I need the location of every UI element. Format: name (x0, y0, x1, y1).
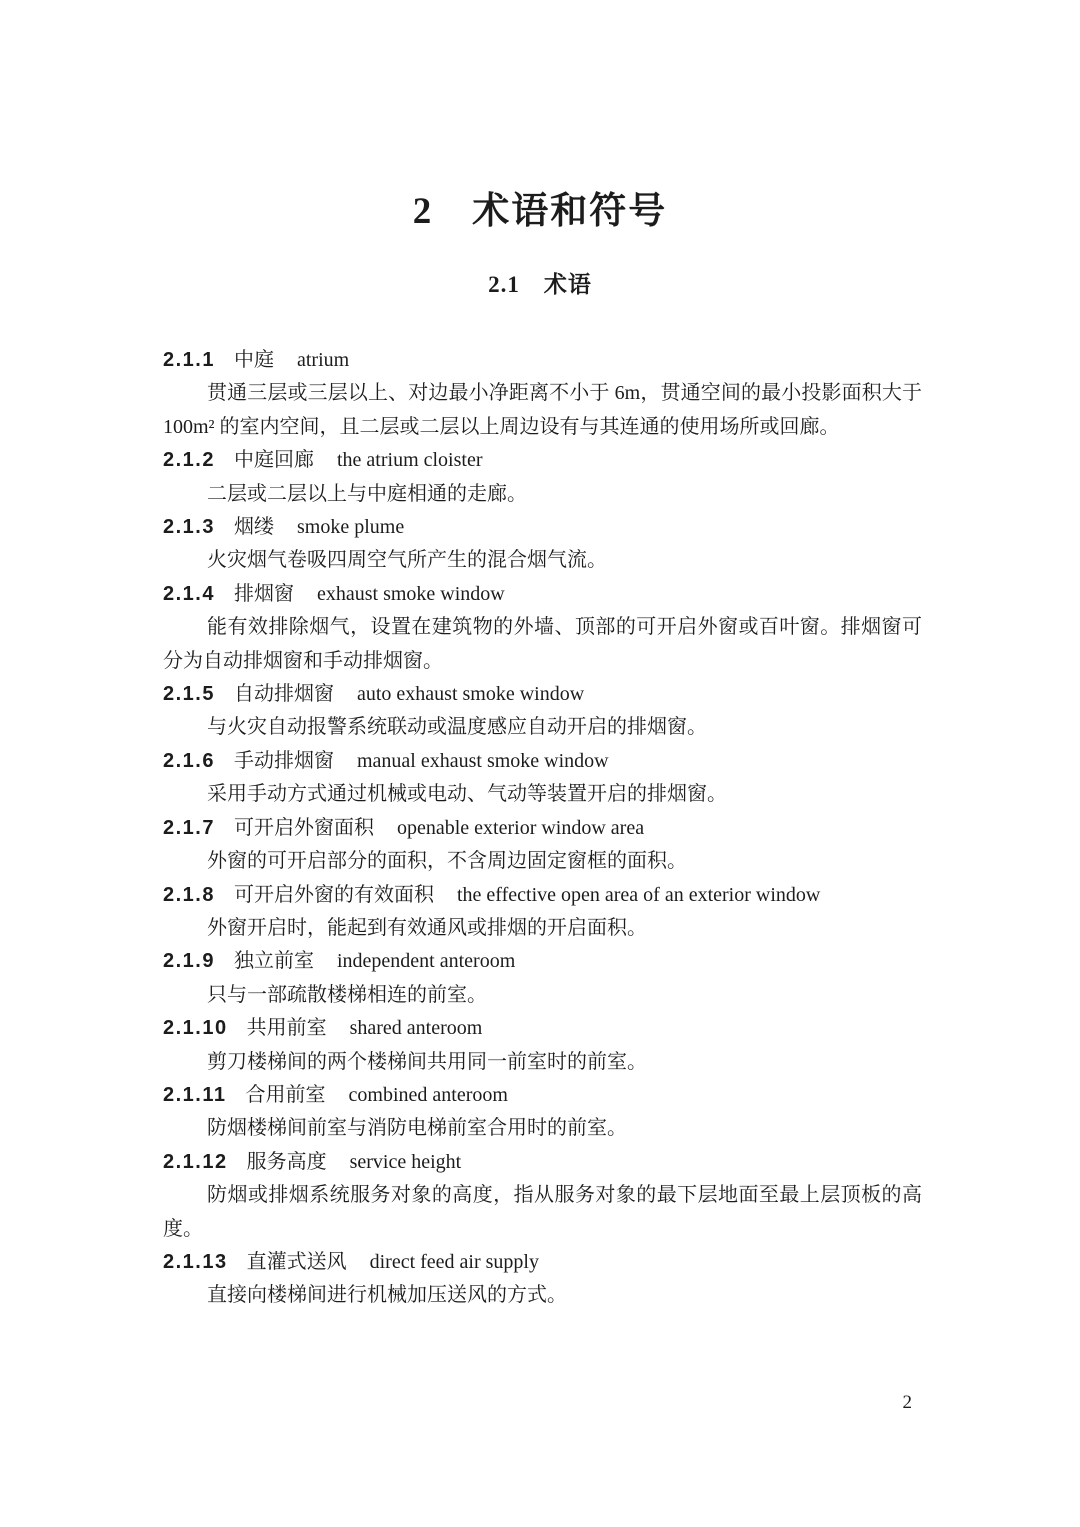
term-entry (163, 745, 922, 812)
page-number: 2 (902, 1392, 912, 1413)
term-name-zh: 可开启外窗的有效面积 (233, 883, 434, 906)
term-name-en: atrium (296, 349, 350, 371)
term-heading (163, 1012, 922, 1045)
term-definitions (163, 711, 922, 744)
term-name-zh: 中庭 (233, 349, 274, 371)
term-number: 2.1.10 (163, 1017, 228, 1040)
term-name-en: direct feed air supply (369, 1250, 539, 1273)
term-name-zh: 直灌式送风 (246, 1250, 347, 1273)
term-heading (163, 578, 922, 611)
term-definition: 防烟或排烟系统服务对象的高度，指从服务对象的最下层地面至最上层顶板的高度。 (163, 1184, 922, 1240)
term-entry (163, 344, 922, 444)
term-name-en: the atrium cloister (336, 449, 483, 472)
term-definitions (163, 544, 922, 577)
term-number: 2.1.11 (163, 1083, 227, 1106)
term-definitions (163, 1046, 922, 1079)
term-definition: 火灾烟气卷吸四周空气所产生的混合烟气流。 (207, 549, 607, 572)
term-name-en: exhaust smoke window (316, 582, 505, 605)
term-heading (163, 444, 922, 477)
term-name-zh: 合用前室 (245, 1083, 326, 1106)
term-name-zh: 独立前室 (233, 950, 314, 973)
term-entry (163, 511, 922, 578)
term-definition: 二层或二层以上与中庭相通的走廊。 (207, 482, 527, 505)
term-heading (163, 511, 922, 544)
term-heading (163, 745, 922, 778)
term-definitions (163, 845, 922, 878)
term-entry (163, 1079, 922, 1146)
term-number: 2.1.9 (163, 950, 215, 973)
term-name-zh: 烟缕 (233, 516, 274, 539)
term-name-zh: 服务高度 (246, 1150, 327, 1173)
term-number: 2.1.12 (163, 1150, 228, 1173)
term-definition: 外窗的可开启部分的面积，不含周边固定窗框的面积。 (207, 850, 687, 873)
term-entry (163, 812, 922, 879)
term-entry (163, 1246, 922, 1313)
term-number: 2.1.2 (163, 449, 215, 472)
term-definitions (163, 478, 922, 511)
term-name-en: manual exhaust smoke window (356, 749, 609, 772)
term-heading (163, 879, 922, 912)
chapter-title: 2 术语和符号 (412, 191, 668, 232)
term-definitions (163, 1112, 922, 1145)
term-name-en: the effective open area of an exterior window (456, 883, 821, 906)
term-entry (163, 879, 922, 946)
term-heading (163, 945, 922, 978)
term-definition: 采用手动方式通过机械或电动、气动等装置开启的排烟窗。 (207, 783, 727, 806)
term-name-en: auto exhaust smoke window (356, 683, 585, 706)
term-definition: 防烟楼梯间前室与消防电梯前室合用时的前室。 (207, 1117, 627, 1140)
term-heading (163, 344, 922, 377)
section-title: 2.1 术语 (488, 272, 592, 297)
term-entry (163, 945, 922, 1012)
term-definition: 剪刀楼梯间的两个楼梯间共用同一前室时的前室。 (207, 1050, 647, 1073)
term-number: 2.1.3 (163, 516, 215, 539)
term-name-zh: 可开启外窗面积 (233, 816, 374, 839)
term-name-en: service height (349, 1150, 462, 1173)
term-definition: 贯通三层或三层以上、对边最小净距离不小于 6m，贯通空间的最小投影面积大于 100m² 的室内空间，且二层或二层以上周边设有与其连通的使用场所或回廊。 (163, 382, 922, 438)
term-heading (163, 678, 922, 711)
term-number: 2.1.13 (163, 1250, 228, 1273)
term-definitions (163, 979, 922, 1012)
term-name-zh: 共用前室 (246, 1017, 327, 1040)
term-definition: 外窗开启时，能起到有效通风或排烟的开启面积。 (207, 916, 647, 939)
term-entry (163, 444, 922, 511)
term-number: 2.1.8 (163, 883, 215, 906)
term-definition: 能有效排除烟气，设置在建筑物的外墙、顶部的可开启外窗或百叶窗。排烟窗可分为自动排烟窗和手动排烟窗。 (163, 616, 922, 672)
term-number: 2.1.6 (163, 749, 215, 772)
term-name-zh: 手动排烟窗 (233, 749, 334, 772)
term-definition: 直接向楼梯间进行机械加压送风的方式。 (207, 1284, 567, 1307)
term-heading (163, 1079, 922, 1112)
term-definition: 与火灾自动报警系统联动或温度感应自动开启的排烟窗。 (207, 716, 707, 739)
term-number: 2.1.5 (163, 683, 215, 706)
term-name-zh: 自动排烟窗 (233, 683, 334, 706)
term-name-zh: 排烟窗 (233, 582, 294, 605)
term-heading (163, 1246, 922, 1279)
term-definitions (163, 1179, 922, 1246)
term-number: 2.1.1 (163, 349, 215, 371)
term-definitions (163, 611, 922, 678)
term-heading (163, 812, 922, 845)
term-entry (163, 678, 922, 745)
term-entry (163, 1012, 922, 1079)
term-definitions (163, 778, 922, 811)
terms-list (163, 344, 922, 1313)
term-name-en: shared anteroom (349, 1017, 483, 1040)
term-definitions (163, 912, 922, 945)
term-name-en: openable exterior window area (396, 816, 645, 839)
term-definitions (163, 1279, 922, 1312)
term-heading (163, 1146, 922, 1179)
term-name-en: combined anteroom (348, 1083, 508, 1106)
term-entry (163, 578, 922, 678)
term-definition: 只与一部疏散楼梯相连的前室。 (207, 983, 487, 1006)
term-name-en: independent anteroom (336, 950, 516, 973)
term-entry (163, 1146, 922, 1246)
term-name-en: smoke plume (296, 516, 405, 539)
term-number: 2.1.4 (163, 582, 215, 605)
term-name-zh: 中庭回廊 (233, 449, 314, 472)
term-definitions (163, 377, 922, 444)
term-number: 2.1.7 (163, 816, 215, 839)
